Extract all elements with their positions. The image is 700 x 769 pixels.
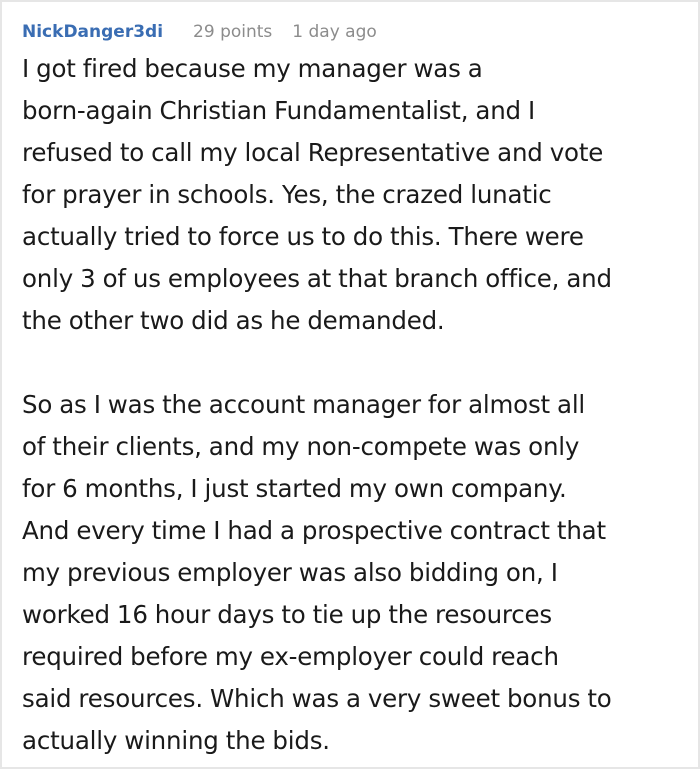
- text-line: required before my ex-employer could reach: [22, 642, 559, 671]
- comment-header: [22, 18, 678, 46]
- text-line: So as I was the account manager for almost all: [22, 390, 586, 419]
- text-line: I got fired because my manager was a: [22, 54, 483, 83]
- text-line: the other two did as he demanded.: [22, 306, 445, 335]
- text-line: born-again Christian Fundamentalist, and I: [22, 96, 536, 125]
- username-link[interactable]: NickDanger3di: [22, 22, 164, 42]
- paragraph-2: [22, 384, 678, 762]
- text-line: said resources. Which was a very sweet bonus to: [22, 684, 612, 713]
- text-line: for 6 months, I just started my own company.: [22, 474, 567, 503]
- text-line: actually winning the bids.: [22, 726, 330, 755]
- text-line: only 3 of us employees at that branch office, and: [22, 264, 612, 293]
- text-line: for prayer in schools. Yes, the crazed lunatic: [22, 180, 552, 209]
- paragraph-1: [22, 48, 678, 342]
- timestamp: 1 day ago: [292, 22, 377, 42]
- text-line: of their clients, and my non-compete was only: [22, 432, 580, 461]
- text-line: And every time I had a prospective contract that: [22, 516, 606, 545]
- text-line: actually tried to force us to do this. There were: [22, 222, 584, 251]
- comment-body: [22, 48, 678, 762]
- text-line: worked 16 hour days to tie up the resources: [22, 600, 552, 629]
- text-line: refused to call my local Representative and vote: [22, 138, 604, 167]
- text-line: my previous employer was also bidding on, I: [22, 558, 558, 587]
- points-count: 29 points: [193, 22, 273, 42]
